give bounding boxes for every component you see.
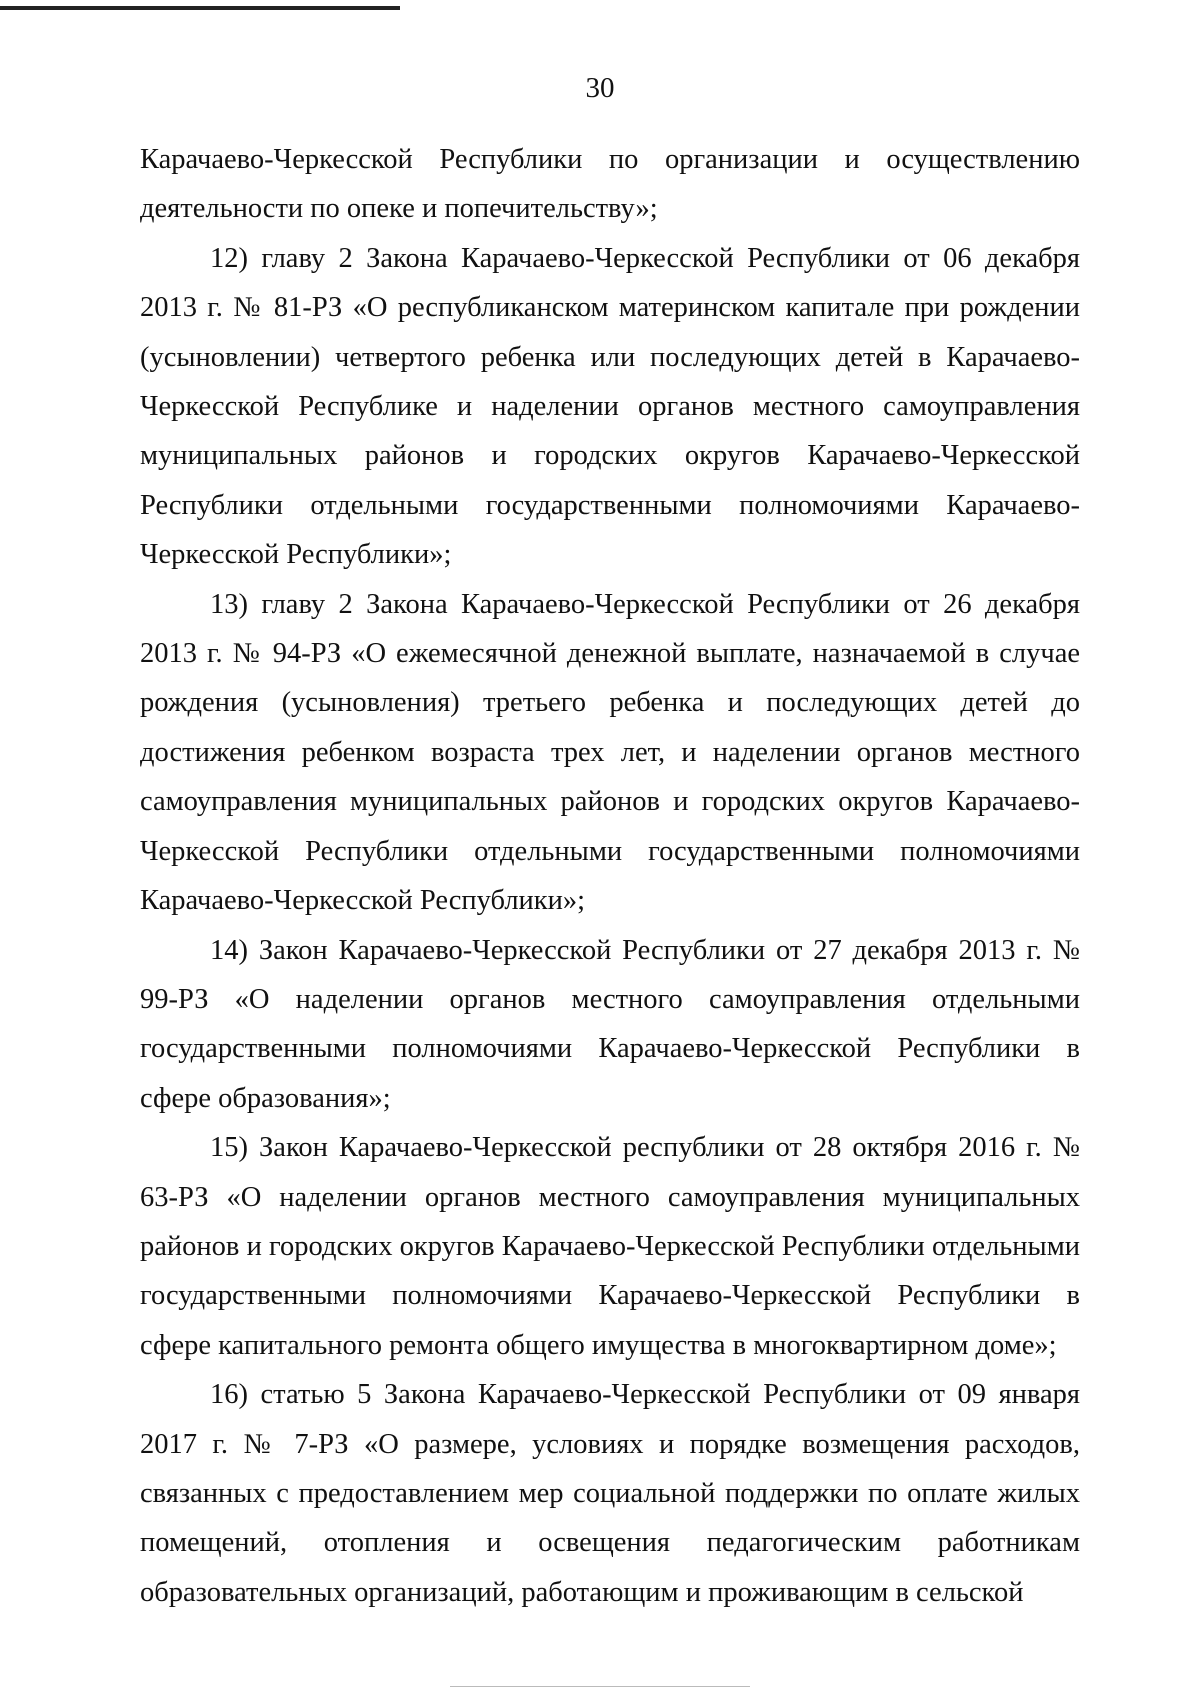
document-body <box>140 135 1080 1617</box>
paragraph-item-16: 16) статью 5 Закона Карачаево-Черкесской Республики от 09 января 2017 г. № 7-РЗ «О размере, условиях и порядке возмещения расходов, связанных с предоставлением мер социальной поддержки по оплате жилых помещений, отопления и освещения педагогическим работникам образовательных организаций, работающим и проживающим в сельской <box>140 1379 1080 1608</box>
scan-edge-line <box>0 6 400 10</box>
page-number: 30 <box>585 72 615 104</box>
paragraph-item-12: 12) главу 2 Закона Карачаево-Черкесской Республики от 06 декабря 2013 г. № 81-РЗ «О республиканском материнском капитале при рождении (усыновлении) четвертого ребенка или последующих детей в Карачаево-Черкесской Республике и наделении органов местного самоуправления муниципальных районов и городских округов Карачаево-Черкесской Республики отдельными государственными полномочиями Карачаево-Черкесской Республики»; <box>140 242 1080 571</box>
paragraph-continuation: Карачаево-Черкесской Республики по организации и осуществлению деятельности по опеке и попечительству»; <box>140 144 1080 225</box>
paragraph-item-15: 15) Закон Карачаево-Черкесской республики от 28 октября 2016 г. № 63-РЗ «О наделении органов местного самоуправления муниципальных районов и городских округов Карачаево-Черкесской Республики отдельными государственными полномочиями Карачаево-Черкесской Республики в сфере капитального ремонта общего имущества в многоквартирном доме»; <box>140 1132 1080 1361</box>
paragraph-item-14: 14) Закон Карачаево-Черкесской Республики от 27 декабря 2013 г. № 99-РЗ «О наделении органов местного самоуправления отдельными государственными полномочиями Карачаево-Черкесской Республики в сфере образования»; <box>140 934 1080 1114</box>
paragraph-item-13: 13) главу 2 Закона Карачаево-Черкесской Республики от 26 декабря 2013 г. № 94-РЗ «О ежемесячной денежной выплате, назначаемой в случае рождения (усыновления) третьего ребенка и последующих детей до достижения ребенком возраста трех лет, и наделении органов местного самоуправления муниципальных районов и городских округов Карачаево-Черкесской Республики отдельными государственными полномочиями Карачаево-Черкесской Республики»; <box>140 588 1080 917</box>
scan-bottom-line <box>450 1686 750 1687</box>
